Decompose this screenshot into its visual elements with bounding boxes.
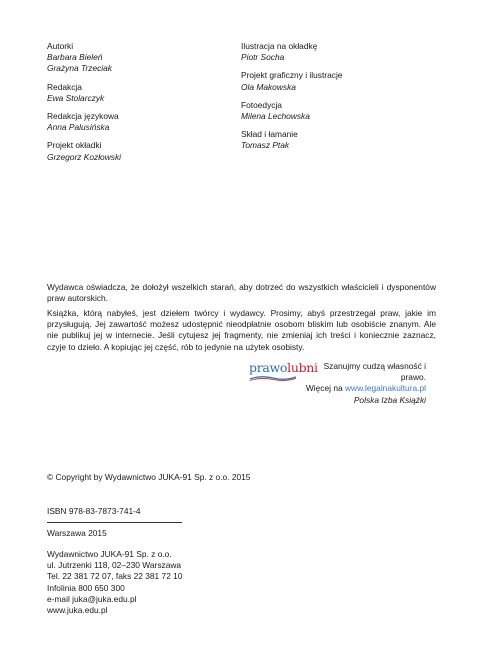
respect-more-prefix: Więcej na xyxy=(305,383,345,394)
credit-graphic-design xyxy=(241,70,421,92)
logo-wordmark xyxy=(249,360,318,375)
publisher-street: ul. Jutrzenki 118, 02–230 Warszawa xyxy=(47,560,182,571)
publisher-name: Wydawnictwo JUKA-91 Sp. z o.o. xyxy=(47,549,172,559)
legal-culture-link[interactable]: www.legalnakultura.pl xyxy=(344,383,426,394)
credit-role: Skład i łamanie xyxy=(241,129,298,140)
credit-name: Tomasz Ptak xyxy=(241,140,290,151)
credit-photo-editor xyxy=(241,100,421,122)
credit-role: Fotoedycja xyxy=(241,99,282,110)
credits-left-column xyxy=(47,41,227,170)
publisher-website[interactable]: www.juka.edu.pl xyxy=(47,605,108,616)
credit-name: Milena Lechowska xyxy=(241,111,310,122)
credit-authors xyxy=(47,41,227,75)
divider-line xyxy=(47,522,182,523)
credit-role: Projekt okładki xyxy=(47,140,102,151)
credit-language-editor xyxy=(47,111,227,133)
credit-name: Grzegorz Kozłowski xyxy=(47,151,122,162)
publisher-phone: Tel. 22 381 72 07, faks 22 381 72 10 xyxy=(47,571,183,582)
logo-wordmark-part1: prawo xyxy=(249,360,288,375)
credit-role: Projekt graficzny i ilustracje xyxy=(241,70,343,81)
isbn-line: ISBN 978-83-7873-741-4 xyxy=(47,506,141,516)
credit-cover-design xyxy=(47,140,227,162)
respect-organization: Polska Izba Książki xyxy=(353,394,426,405)
credit-editor xyxy=(47,82,227,104)
notice-paragraph-copyright: Książka, którą nabyłeś, jest dziełem twórcy i wydawcy. Prosimy, abyś przestrzegał praw, jakie im przysługują. Jej zawartość możesz udostępnić nieodpłatnie osobom bliskim lub osobiście znanym. Ale nie publikuj jej w internecie. Jeśli cytujesz jej fragmenty, nie zmieniaj ich treści i koniecznie zaznacz, czyje to dzieło. A kopiując jej część, rób to jedynie na użytek osobisty. xyxy=(47,308,436,352)
credit-role: Ilustracja na okładkę xyxy=(241,41,318,51)
logo-wordmark-part2: lubni xyxy=(287,360,318,375)
credit-name: Grażyna Trzeciak xyxy=(47,63,112,74)
notice-paragraph-rights: Wydawca oświadcza, że dołożył wszelkich starań, aby dotrzeć do wszystkich właścicieli i dysponentów praw autorskich. xyxy=(47,282,436,304)
publisher-hotline: Infolinia 800 650 300 xyxy=(47,582,125,593)
copyright-line: © Copyright by Wydawnictwo JUKA-91 Sp. z o.o. 2015 xyxy=(47,472,251,482)
credit-name: Ewa Stolarczyk xyxy=(47,92,105,103)
credit-name: Anna Palusińska xyxy=(47,122,110,133)
place-year-line: Warszawa 2015 xyxy=(47,528,107,538)
credits-right-column xyxy=(241,41,421,159)
credit-role: Autorki xyxy=(47,41,74,51)
credit-typesetting xyxy=(241,129,421,151)
prawolubni-logo xyxy=(249,360,318,380)
credit-cover-illustration xyxy=(241,41,421,63)
credit-name: Barbara Bieleń xyxy=(47,52,103,63)
credit-role: Redakcja xyxy=(47,81,82,92)
respect-message xyxy=(300,361,426,406)
credit-name: Piotr Socha xyxy=(241,52,285,63)
logo-wave-icon xyxy=(249,375,297,381)
respect-more-line xyxy=(300,383,426,394)
publisher-address xyxy=(47,549,183,616)
respect-line: Szanujmy cudzą własność i prawo. xyxy=(323,361,426,383)
publisher-email[interactable]: e-mail juka@juka.edu.pl xyxy=(47,593,137,604)
credit-name: Ola Makowska xyxy=(241,81,296,92)
credit-role: Redakcja językowa xyxy=(47,111,119,122)
